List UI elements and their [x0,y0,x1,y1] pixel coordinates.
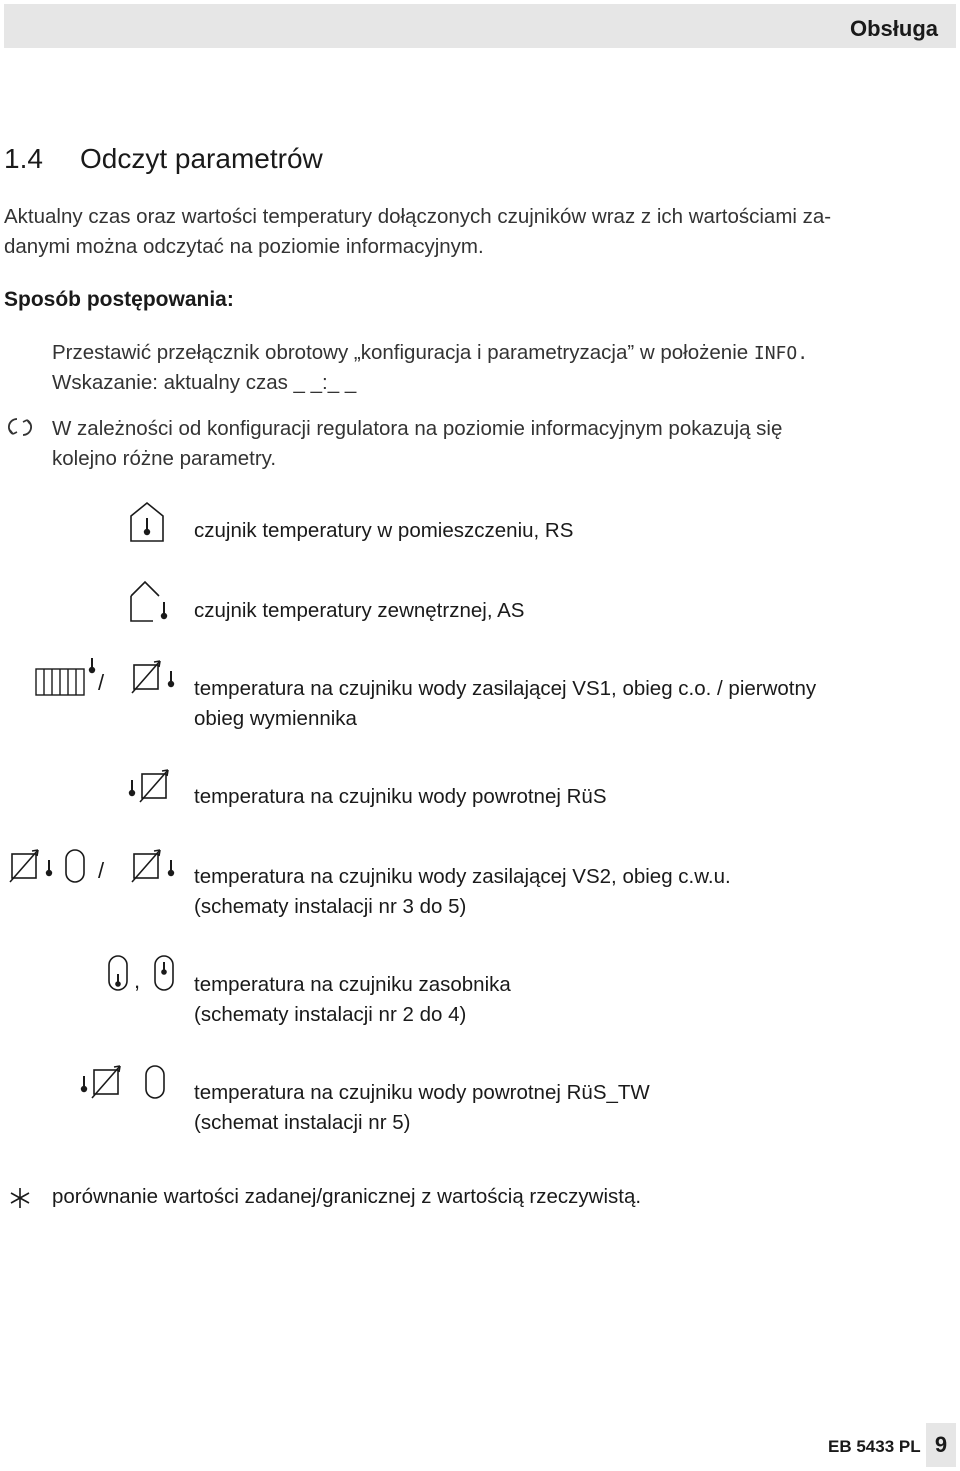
separator-slash-1: / [98,670,105,695]
storage-tank-sensor-icon-1 [106,952,130,994]
procedure-heading: Sposób postępowania: [4,288,234,311]
return-sensor-icon [124,766,174,806]
parameter-outdoor-sensor: czujnik temperatury zewnętrznej, AS [194,599,525,622]
section-number: 1.4 [4,143,43,174]
separator-slash-2: / [98,858,105,883]
parameter-return-sensor: temperatura na czujniku wody powrotnej RüS [194,785,607,808]
procedure-step-2: Wskazanie: aktualny czas _ _:_ _ [52,371,357,394]
section-title: Odczyt parametrów [80,143,323,174]
heat-exchanger-sensor-icon-2 [130,846,180,886]
outdoor-sensor-icon [128,578,172,624]
step-1-code: INFO. [753,343,809,364]
page-number-box [926,1423,956,1467]
return-storage-sensor-icon [76,1062,172,1102]
footer-doc-code: EB 5433 PL [828,1437,921,1456]
intro-line-2: danymi można odczytać na poziomie informacyjnym. [4,235,484,258]
parameter-flow-sensor-vs1 [194,674,934,734]
separator-comma: , [134,968,141,993]
parameter-flow-sensor-vs1-line-2: obieg wymiennika [194,707,357,730]
parameter-return-sensor-tw-line-1: temperatura na czujniku wody powrotnej RüS_TW [194,1081,650,1104]
parameter-return-sensor-tw [194,1078,934,1138]
room-sensor-icon [128,500,166,544]
parameter-room-sensor: czujnik temperatury w pomieszczeniu, RS [194,519,574,542]
asterisk-icon [8,1186,32,1210]
radiator-sensor-icon [32,655,104,699]
parameter-storage-sensor [194,970,934,1030]
step-1-text: Przestawić przełącznik obrotowy „konfiguracja i parametryzacja” w położenie [52,341,754,364]
step-3-line-2: kolejno różne parametry. [52,447,277,470]
page-number: 9 [934,1432,948,1457]
header-bar [4,4,956,48]
storage-tank-sensor-icon-2 [152,952,176,994]
parameter-flow-sensor-vs2-line-2: (schematy instalacji nr 3 do 5) [194,895,467,918]
intro-paragraph [4,202,954,262]
parameter-return-sensor-tw-line-2: (schemat instalacji nr 5) [194,1111,411,1134]
comparison-text: porównanie wartości zadanej/granicznej z wartością rzeczywistą. [52,1185,642,1208]
parameter-flow-sensor-vs2-line-1: temperatura na czujniku wody zasilającej VS2, obieg c.w.u. [194,865,731,888]
procedure-step-1 [52,338,808,369]
procedure-step-3 [52,414,782,474]
step-3-line-1: W zależności od konfiguracji regulatora na poziomie informacyjnym pokazują się [52,417,783,440]
intro-line-1: Aktualny czas oraz wartości temperatury dołączonych czujników wraz z ich wartościami za- [4,205,832,228]
header-title: Obsługa [849,16,938,41]
parameter-storage-sensor-line-1: temperatura na czujniku zasobnika [194,973,511,996]
exchanger-storage-sensor-icon [8,846,98,886]
cycle-arrows-icon [7,416,33,438]
parameter-flow-sensor-vs1-line-1: temperatura na czujniku wody zasilającej VS1, obieg c.o. / pierwotny [194,677,817,700]
parameter-storage-sensor-line-2: (schematy instalacji nr 2 do 4) [194,1003,467,1026]
parameter-flow-sensor-vs2 [194,862,934,922]
heat-exchanger-sensor-icon [130,657,180,697]
